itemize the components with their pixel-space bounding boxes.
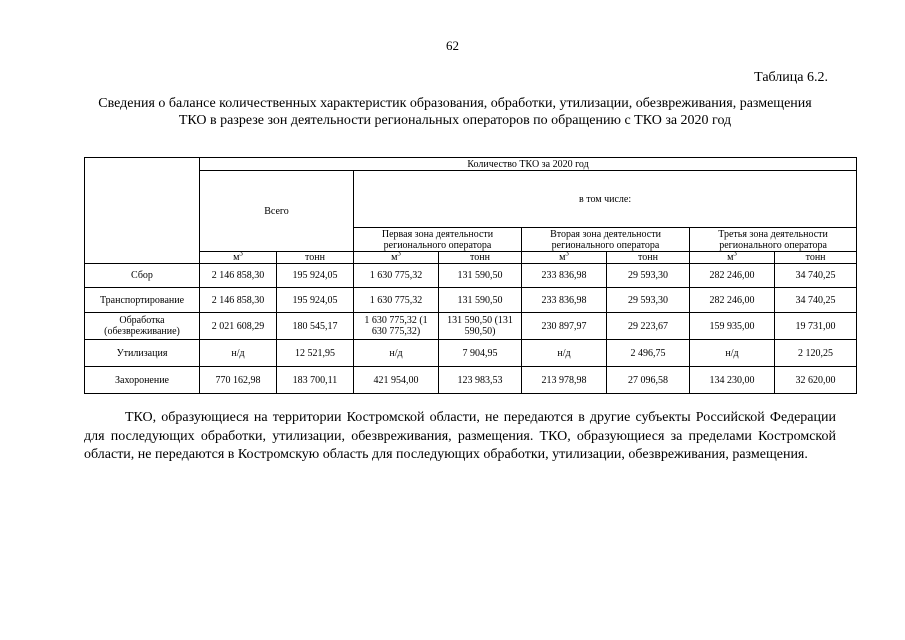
table-row	[85, 288, 857, 313]
table-row	[85, 367, 857, 394]
table-cell: 421 954,00	[354, 367, 439, 394]
table-cell: 282 246,00	[690, 264, 775, 288]
table-cell: 195 924,05	[277, 288, 354, 313]
table-row	[85, 264, 857, 288]
table-label: Таблица 6.2.	[754, 70, 828, 85]
header-including: в том числе:	[354, 171, 857, 228]
header-zone-1: Первая зона деятельности регионального оператора	[354, 228, 522, 252]
unit-tons: тонн	[775, 252, 857, 264]
unit-cubic-meters: $м^3$	[354, 252, 439, 264]
row-label: Захоронение	[85, 367, 200, 394]
header-empty-cell	[85, 158, 200, 264]
table-cell: 233 836,98	[522, 288, 607, 313]
table-cell: 32 620,00	[775, 367, 857, 394]
table-cell: н/д	[522, 340, 607, 367]
unit-cubic-meters: $м^3$	[522, 252, 607, 264]
unit-cubic-meters: $м^3$	[200, 252, 277, 264]
table-cell: 180 545,17	[277, 313, 354, 340]
table-cell: 19 731,00	[775, 313, 857, 340]
table-cell: 2 120,25	[775, 340, 857, 367]
header-zone-2: Вторая зона деятельности регионального оператора	[522, 228, 690, 252]
body-paragraph	[84, 409, 836, 465]
table-cell: 131 590,50	[439, 264, 522, 288]
table-cell: 230 897,97	[522, 313, 607, 340]
table-cell: 1 630 775,32 (1 630 775,32)	[354, 313, 439, 340]
table-row	[85, 340, 857, 367]
header-total: Всего	[200, 171, 354, 252]
page-number: 62	[446, 38, 459, 53]
table-cell: 7 904,95	[439, 340, 522, 367]
table-cell: 29 593,30	[607, 288, 690, 313]
table-cell: н/д	[690, 340, 775, 367]
unit-cubic-meters: $м^3$	[690, 252, 775, 264]
table-cell: н/д	[354, 340, 439, 367]
units-row	[85, 252, 857, 264]
header-zone-3: Третья зона деятельности регионального оператора	[690, 228, 857, 252]
unit-tons: тонн	[439, 252, 522, 264]
table-cell: 2 021 608,29	[200, 313, 277, 340]
table-cell: 1 630 775,32	[354, 288, 439, 313]
paragraph-text: ТКО, образующиеся на территории Костромской области, не передаются в другие субъекты Российской Федерации для последующих обработки, утилизации, обезвреживания, размещения. ТКО, образующиеся за пределами Костромской области, не передаются в Костромскую область для последующих обработки, утилизации, обезвреживания, размещения.	[84, 410, 836, 462]
header-main: Количество ТКО за 2020 год	[200, 158, 857, 171]
table-cell: 131 590,50	[439, 288, 522, 313]
table-cell: 134 230,00	[690, 367, 775, 394]
row-label: Обработка (обезвреживание)	[85, 313, 200, 340]
table-cell: 34 740,25	[775, 264, 857, 288]
row-label: Утилизация	[85, 340, 200, 367]
table-cell: 29 593,30	[607, 264, 690, 288]
table-title: Сведения о балансе количественных характеристик образования, обработки, утилизации, обезвреживания, размещения ТКО в разрезе зон деятельности региональных операторов по обращению с ТКО за 2020 год	[98, 96, 812, 128]
table-row	[85, 313, 857, 340]
row-label: Сбор	[85, 264, 200, 288]
balance-table	[84, 157, 857, 394]
table-cell: 159 935,00	[690, 313, 775, 340]
table-cell: 29 223,67	[607, 313, 690, 340]
table-cell: 213 978,98	[522, 367, 607, 394]
table-cell: 2 146 858,30	[200, 288, 277, 313]
table-cell: 233 836,98	[522, 264, 607, 288]
table-cell: 12 521,95	[277, 340, 354, 367]
table-cell: 123 983,53	[439, 367, 522, 394]
table-cell: 282 246,00	[690, 288, 775, 313]
table-cell: 2 496,75	[607, 340, 690, 367]
table-cell: н/д	[200, 340, 277, 367]
row-label: Транспортирование	[85, 288, 200, 313]
table-cell: 2 146 858,30	[200, 264, 277, 288]
table-cell: 27 096,58	[607, 367, 690, 394]
table-cell: 34 740,25	[775, 288, 857, 313]
table-cell: 183 700,11	[277, 367, 354, 394]
table-cell: 1 630 775,32	[354, 264, 439, 288]
table-cell: 131 590,50 (131 590,50)	[439, 313, 522, 340]
table-cell: 770 162,98	[200, 367, 277, 394]
unit-tons: тонн	[607, 252, 690, 264]
unit-tons: тонн	[277, 252, 354, 264]
table-cell: 195 924,05	[277, 264, 354, 288]
